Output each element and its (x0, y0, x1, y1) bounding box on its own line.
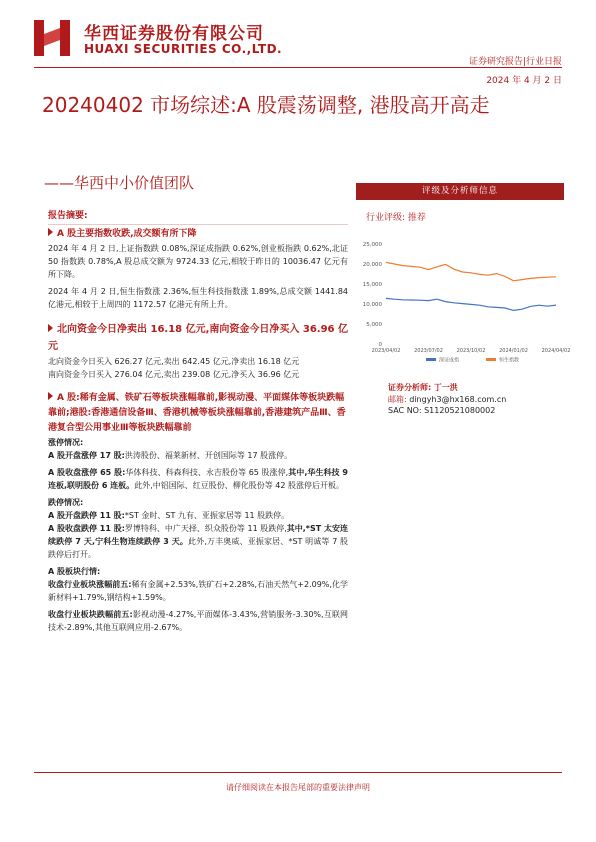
section-sectors (48, 391, 348, 436)
sac-number: SAC NO: S1120521080002 (388, 406, 496, 415)
paragraph: A 股收盘涨停 65 股:华体科技、科森科技、永吉股份等 65 股涨停,其中,华生科技 9 连板,联明股份 6 连板。此外,中铝国际、红豆股份、柳化股份等 42 股涨停后开板。 (48, 468, 349, 490)
bullet-triangle-icon (48, 392, 53, 400)
paragraph: 北向资金今日买入 626.27 亿元,卖出 642.45 亿元,净卖出 16.18 亿元 (48, 357, 300, 366)
x-tick-label: 2024/04/02 (541, 348, 571, 354)
footer-divider (34, 772, 562, 773)
team-name: ——华西中小价值团队 (44, 174, 195, 192)
footer-disclaimer: 请仔细阅读在本报告尾部的重要法律声明 (226, 783, 370, 792)
paragraph: 2024 年 4 月 2 日,上证指数跌 0.08%,深证成指跌 0.62%,创业板指跌 0.62%,北证 50 指数跌 0.78%,A 股总成交额为 9724.33 亿元,相较于昨日的 10036.47 亿元有所下降。 (48, 244, 348, 279)
series-line-1 (386, 262, 556, 280)
paragraph: A 股开盘涨停 17 股:洪涛股份、福莱新材、开创国际等 17 股涨停。 (48, 451, 293, 460)
legend-swatch (486, 358, 496, 361)
y-tick-label: 20,000 (362, 262, 382, 268)
paragraph: 收盘行业板块跌幅前五:影视动漫-4.27%,平面媒体-3.43%,营销服务-3.30%,互联网技术-2.89%,其他互联网应用-2.67%。 (48, 610, 349, 632)
section-a-share-indices (48, 227, 348, 242)
y-tick-label: 0 (378, 342, 382, 348)
paragraph: 收盘行业板块涨幅前五:稀有金属+2.53%,铁矿石+2.28%,石油天然气+2.09%,化学新材料+1.79%,钢结构+1.59%。 (48, 580, 348, 602)
y-tick-label: 10,000 (362, 302, 382, 308)
analyst-name: 丁一洪 (433, 383, 458, 392)
paragraph: 南向资金今日买入 276.04 亿元,卖出 239.08 亿元,净买入 36.96 亿元 (48, 370, 300, 379)
report-title: 20240402 市场综述:A 股震荡调整, 港股高开高走 (42, 93, 490, 117)
analyst-info (388, 382, 506, 417)
x-tick-label: 2023/04/02 (371, 348, 401, 354)
huaxi-logo (34, 20, 70, 56)
x-tick-label: 2023/10/02 (456, 348, 486, 354)
report-type: 证券研究报告|行业日报 (468, 57, 562, 67)
sidebar-section-title: 评级及分析师信息 (356, 183, 564, 200)
section-title: A 股:稀有金属、铁矿石等板块涨幅靠前,影视动漫、平面媒体等板块跌幅靠前;港股:香港通信设备Ⅲ、香港机械等板块涨幅靠前,香港建筑产品Ⅲ、香港复合型公用事业Ⅲ等板块跌幅靠前 (48, 393, 346, 433)
report-date: 2024 年 4 月 2 日 (486, 76, 562, 86)
section-capital-flow (48, 321, 348, 355)
subheading-limit-down: 跌停情况: (48, 498, 84, 507)
section-title: 北向资金今日净卖出 16.18 亿元,南向资金今日净买入 36.96 亿元 (48, 324, 348, 352)
subheading-sector-performance: A 股板块行情: (48, 567, 101, 576)
subheading-limit-up: 涨停情况: (48, 438, 84, 447)
legend-label: 深证成指 (439, 357, 460, 364)
bullet-triangle-icon (48, 324, 53, 332)
company-name-cn: 华西证券股份有限公司 (84, 24, 264, 44)
legend-label: 恒生指数 (499, 357, 520, 364)
analyst-email[interactable]: dingyh3@hx168.com.cn (409, 394, 507, 404)
legend-swatch (426, 358, 436, 361)
x-tick-label: 2023/07/02 (414, 348, 443, 354)
paragraph: 2024 年 4 月 2 日,恒生指数涨 2.36%,恒生科技指数涨 1.89%,总成交额 1441.84 亿港元,相较于上周四的 1172.57 亿港元有所上升。 (48, 287, 348, 309)
bullet-triangle-icon (48, 228, 53, 236)
series-line-0 (386, 298, 556, 310)
analyst-label: 证券分析师: (388, 383, 432, 392)
summary-heading: 报告摘要: (48, 210, 348, 225)
paragraph: A 股开盘跌停 11 股:*ST 金时、ST 九有、亚振家居等 11 股跌停。 (48, 511, 290, 520)
y-tick-label: 15,000 (362, 282, 382, 288)
index-line-chart (356, 236, 571, 366)
industry-rating: 行业评级: 推荐 (366, 213, 426, 223)
paragraph: A 股收盘跌停 11 股:罗博特科、中广天择、织众股份等 11 股跌停,其中,*ST 太安连续跌停 7 天,宁科生物连续跌停 3 天。此外,万丰奥威、亚振家居、*ST 明诚等 7 股跌停后打开。 (48, 524, 348, 559)
email-label: 邮箱: (388, 394, 407, 404)
y-tick-label: 25,000 (362, 242, 382, 248)
y-tick-label: 5,000 (366, 322, 382, 328)
company-name-en: HUAXI SECURITIES CO.,LTD. (84, 42, 283, 56)
header-divider (34, 67, 562, 68)
x-tick-label: 2024/01/02 (499, 348, 528, 354)
summary-column (48, 210, 348, 638)
section-title: A 股主要指数收跌,成交额有所下降 (57, 229, 197, 239)
